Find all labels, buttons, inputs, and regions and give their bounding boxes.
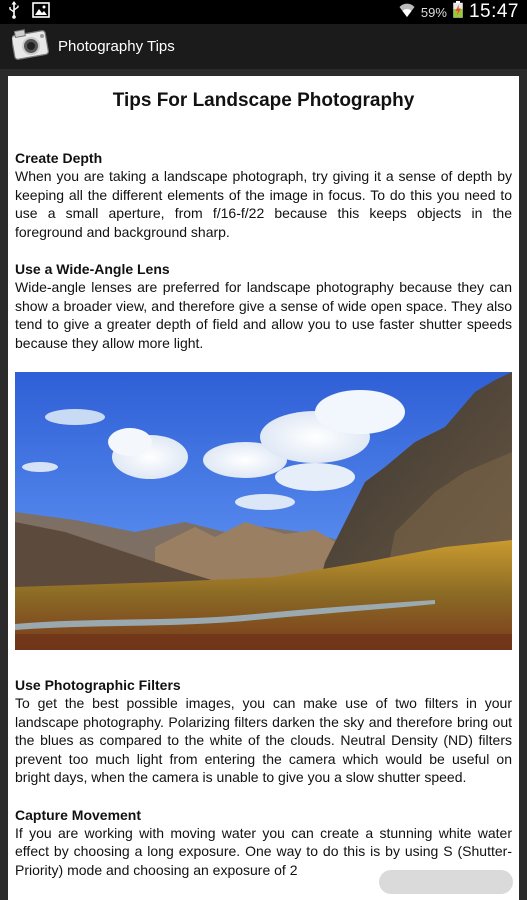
section-heading: Create Depth <box>15 150 103 166</box>
section-body: If you are working with moving water you can create a stunning white water effect by choosing a long exposure. One way to do this is by using S (Shutter-Priority) mode and choosing an exposure of 2 <box>15 824 512 878</box>
battery-icon <box>453 1 463 23</box>
battery-percent: 59% <box>420 4 447 20</box>
image-icon <box>32 2 50 23</box>
page-title: Tips For Landscape Photography <box>112 90 415 111</box>
section-body: When you are taking a landscape photograph, try giving it a sense of depth by keeping all the different elements of the image in focus. To do this you need to use a small aperture, from f/16-f/22 because this keeps objects in the foreground and background sharp. <box>15 168 512 240</box>
section-body: To get the best possible images, you can make use of two filters in your landscape photography. Polarizing filters darken the sky and therefore bring out the blues as compared to the white of the clouds. Neutral Density (ND) filters prevent too much light from entering the camera which would be useful on bright days, when the camera is unable to give you a slow shutter speed. <box>15 695 512 785</box>
status-left <box>8 1 50 24</box>
section-heading: Use Photographic Filters <box>15 677 181 693</box>
section-create-depth <box>15 149 512 241</box>
article-scroll-view[interactable] <box>8 76 519 900</box>
content-frame <box>0 70 527 900</box>
wifi-icon <box>399 2 415 23</box>
scroll-handle[interactable] <box>379 870 513 894</box>
camera-icon[interactable] <box>12 27 50 66</box>
landscape-photo <box>15 372 512 650</box>
app-title: Photography Tips <box>58 38 175 55</box>
section-capture-movement <box>15 806 512 880</box>
status-bar <box>0 0 527 24</box>
section-wide-angle-lens <box>15 260 512 352</box>
section-body: Wide-angle lenses are preferred for landscape photography because they can show a broader view, and therefore give a sense of wide open space. They also tend to give a greater depth of field and allow you to use faster shutter speeds because they allow more light. <box>15 279 512 351</box>
section-heading: Capture Movement <box>15 806 142 823</box>
section-photographic-filters <box>15 676 512 787</box>
action-bar <box>0 24 527 70</box>
status-right <box>399 1 519 23</box>
clock: 15:47 <box>468 1 519 22</box>
section-heading: Use a Wide-Angle Lens <box>15 261 170 277</box>
usb-icon <box>8 1 20 24</box>
